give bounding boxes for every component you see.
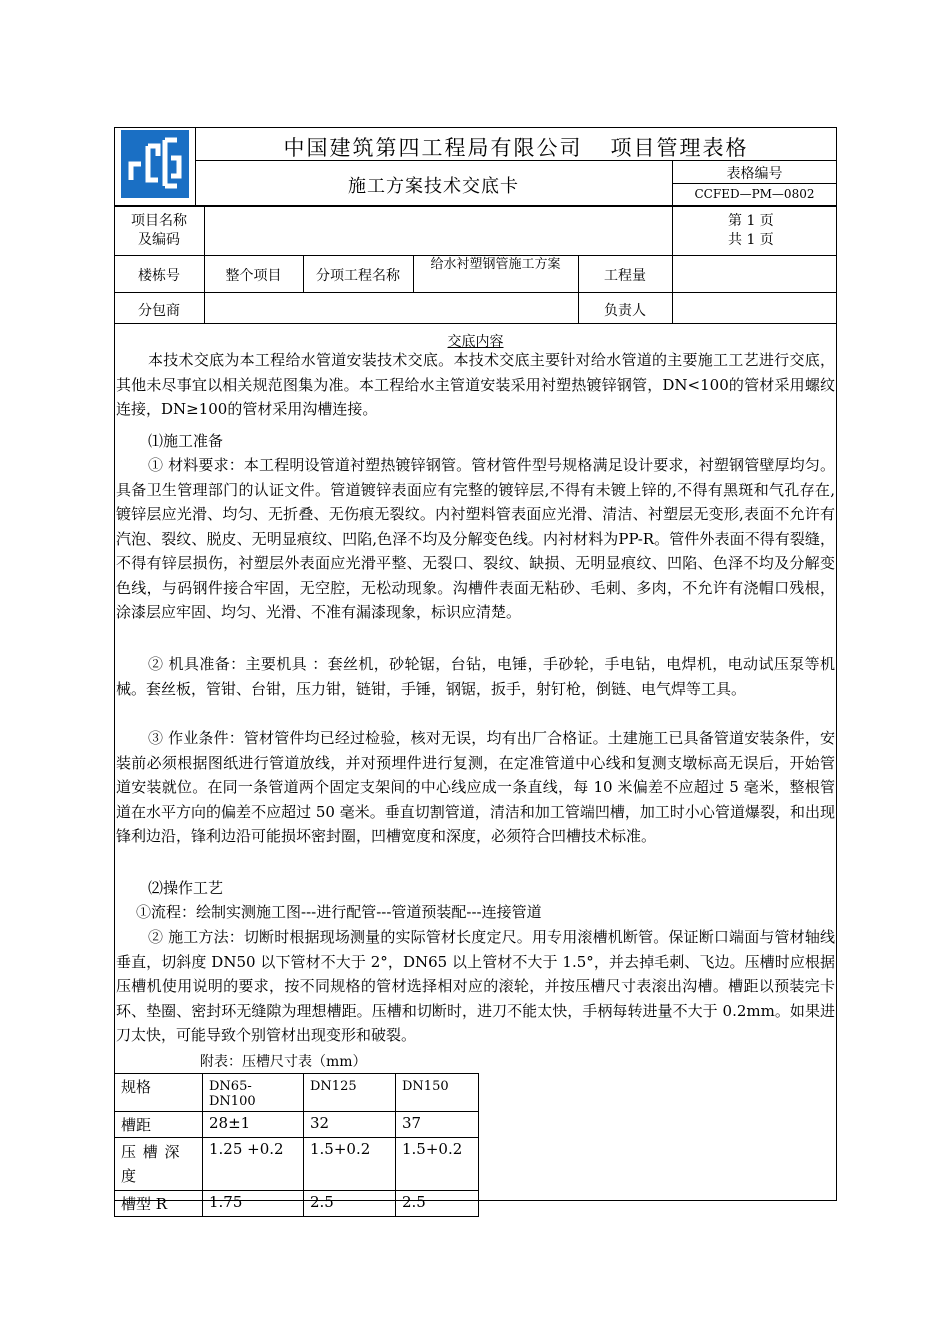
table-cell: DN125 — [304, 1074, 396, 1112]
section1-title: ⑴施工准备 — [148, 432, 224, 450]
quantity-label: 工程量 — [604, 268, 646, 284]
table-cell: 槽距 — [115, 1112, 203, 1138]
building-label: 楼栋号 — [138, 268, 180, 284]
table-row — [115, 1074, 479, 1112]
page-number — [728, 212, 828, 250]
form-type: 项目管理表格 — [610, 136, 749, 160]
table-cell: 2.5 — [396, 1191, 479, 1217]
section1-conditions: ③ 作业条件：管材管件均已经过检验，核对无误，均有出厂合格证。土建施工已具备管道安装条件，安装前必须根据图纸进行管道放线，并对预埋件进行复测，在定准管道中心线和复测支墩标高无误后，开始管道安装就位。在同一条管道两个固定支架间的中心线应成一条直线，每 10 米偏差不应超过 5 毫米，整根管道在水平方向的偏差不应超过 50 毫米。垂直切割管道，清洁和加工管端凹槽，加工时小心管道爆裂，和出现锋利边沿，锋利边沿可能损坏密封圈，凹槽宽度和深度，必须符合凹槽技术标准。 — [116, 729, 835, 845]
section2-flow: ①流程：绘制实测施工图---进行配管---管道预装配---连接管道 — [136, 903, 542, 921]
project-name-label-line2: 及编码 — [138, 232, 180, 248]
subproject-value[interactable]: 给水衬塑钢管施工方案 — [430, 257, 561, 272]
table-cell: 32 — [304, 1112, 396, 1138]
groove-size-table — [114, 1073, 479, 1217]
project-name-label-line1: 项目名称 — [131, 213, 187, 229]
table-cell: 1.25 +0.2 — [203, 1138, 304, 1191]
subcontractor-label: 分包商 — [138, 303, 180, 319]
responsible-label: 负责人 — [604, 303, 646, 319]
company-logo — [121, 130, 189, 198]
table-cell: DN150 — [396, 1074, 479, 1112]
page-current: 第 1 页 — [728, 213, 774, 229]
table-cell: 37 — [396, 1112, 479, 1138]
table-row — [115, 1138, 479, 1191]
table-cell: 2.5 — [304, 1191, 396, 1217]
section2-title: ⑵操作工艺 — [148, 879, 224, 897]
table-caption: 附表：压槽尺寸表（mm） — [200, 1054, 367, 1070]
table-cell: 28±1 — [203, 1112, 304, 1138]
table-cell: 1.75 — [203, 1191, 304, 1217]
section2-method: ② 施工方法：切断时根据现场测量的实际管材长度定尺。用专用滚槽机断管。保证断口端面与管材轴线垂直，切斜度 DN50 以下管材不大于 2°，DN65 以上管材不大于 1.5°，并去掉毛刺、飞边。压槽时应根据压槽机使用说明的要求，按不同规格的管材选择相对应的滚轮，并按压槽尺寸表滚出沟槽。槽距以预装完卡环、垫圈、密封环无缝隙为理想槽距。压槽和切断时，进刀不能太快，手柄每转进量不大于 0.2mm。如果进刀太快，可能导致个别管材出现变形和破裂。 — [116, 928, 835, 1044]
table-row — [115, 1191, 479, 1217]
project-name-label — [114, 212, 204, 250]
section1-tools: ② 机具准备：主要机具 ：套丝机，砂轮锯，台钻，电锤，手砂轮，手电钻，电焊机，电动试压泵等机械。套丝板，管钳、台钳，压力钳，链钳，手锤，钢锯，扳手，射钉枪，倒链、电气焊等工具。 — [116, 655, 835, 698]
form-no-label: 表格编号 — [726, 166, 783, 182]
page-total: 共 1 页 — [728, 232, 774, 248]
table-cell: 槽型 R — [115, 1191, 203, 1217]
subproject-label: 分项工程名称 — [316, 268, 400, 284]
table-cell: 规格 — [115, 1074, 203, 1112]
intro-paragraph: 本技术交底为本工程给水管道安装技术交底。本技术交底主要针对给水管道的主要施工工艺进行交底，其他未尽事宜以相关规范图集为准。本工程给水主管道安装采用衬塑热镀锌钢管，DN<100的管材采用螺纹连接，DN≥100的管材采用沟槽连接。 — [116, 351, 835, 418]
cscec-logo-icon — [121, 130, 189, 198]
table-cell: DN65-DN100 — [203, 1074, 304, 1112]
table-cell: 1.5+0.2 — [304, 1138, 396, 1191]
section1-materials: ① 材料要求：本工程明设管道衬塑热镀锌钢管。管材管件型号规格满足设计要求，衬塑钢管壁厚均匀。具备卫生管理部门的认证文件。管道镀锌表面应有完整的镀锌层,不得有未镀上锌的,不得有黑斑和气孔存在,镀锌层应光滑、均匀、无折叠、无伤痕无裂纹。内衬塑料管表面应光滑、清洁、衬塑层无变形,表面不允许有汽泡、裂纹、脱皮、无明显痕纹、凹陷,色泽不均及分解变色线。内衬材料为PP-R。管件外表面不得有裂缝，不得有锌层损伤，衬塑层外表面应光滑平整、无裂口、裂纹、缺损、无明显痕纹、凹陷、色泽不均及分解变色线，与码钢件接合牢固，无空腔，无松动现象。沟槽件表面无粘砂、毛刺、多肉，不允许有浇帽口残根，涂漆层应牢固、均匀、光滑、不准有漏漆现象，标识应清楚。 — [116, 456, 835, 621]
content-title-text: 交底内容 — [447, 334, 504, 350]
table-cell: 1.5+0.2 — [396, 1138, 479, 1191]
form-no: CCFED—PM—0802 — [694, 187, 815, 201]
building-value[interactable]: 整个项目 — [225, 268, 282, 284]
table-row — [115, 1112, 479, 1138]
header-title-row — [195, 132, 837, 162]
table-cell: 压 槽 深 度 — [115, 1138, 203, 1191]
company-name: 中国建筑第四工程局有限公司 — [283, 136, 583, 160]
form-title: 施工方案技术交底卡 — [348, 176, 519, 197]
